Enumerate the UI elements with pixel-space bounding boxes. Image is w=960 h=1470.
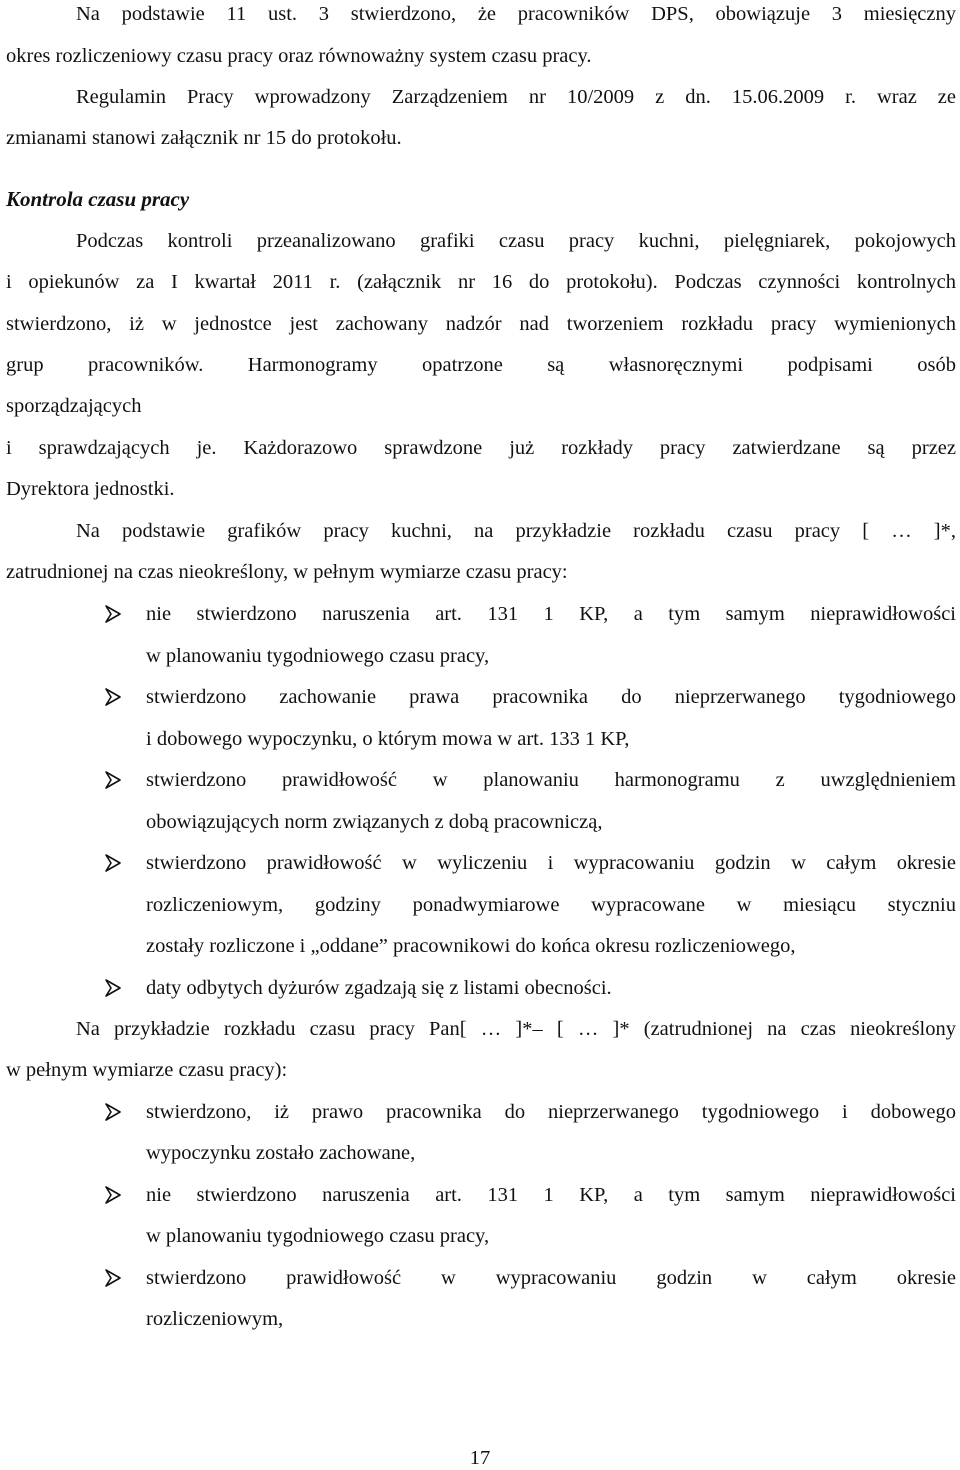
list-item-line: nie stwierdzono naruszenia art. 131 1 KP, a tym samym nieprawidłowości bbox=[146, 603, 956, 625]
paragraph-line: Podczas kontroli przeanalizowano grafiki czasu pracy kuchni, pielęgniarek, pokojowych bbox=[76, 230, 956, 252]
paragraph-line: sporządzających bbox=[6, 395, 142, 417]
list-item-line: rozliczeniowym, godziny ponadwymiarowe wypracowane w miesiącu styczniu bbox=[146, 894, 956, 916]
paragraph-line: i opiekunów za I kwartał 2011 r. (załącznik nr 16 do protokołu). Podczas czynności kontrolnych bbox=[6, 271, 956, 293]
list-item-line: rozliczeniowym, bbox=[146, 1308, 284, 1330]
arrow-bullet-icon bbox=[104, 602, 128, 626]
paragraph-line: i sprawdzających je. Każdorazowo sprawdzone już rozkłady pracy zatwierdzane są przez bbox=[6, 437, 956, 459]
list-item-line: zostały rozliczone i „oddane” pracownikowi do końca okresu rozliczeniowego, bbox=[146, 935, 796, 957]
paragraph-line: zatrudnionej na czas nieokreślony, w pełnym wymiarze czasu pracy: bbox=[6, 561, 568, 583]
list-item-line: stwierdzono prawidłowość w planowaniu harmonogramu z uwzględnieniem bbox=[146, 769, 956, 791]
arrow-bullet-icon bbox=[104, 976, 128, 1000]
paragraph-line: Regulamin Pracy wprowadzony Zarządzeniem nr 10/2009 z dn. 15.06.2009 r. wraz ze bbox=[76, 86, 956, 108]
arrow-bullet-icon bbox=[104, 768, 128, 792]
arrow-bullet-icon bbox=[104, 1100, 128, 1124]
arrow-bullet-icon bbox=[104, 685, 128, 709]
arrow-bullet-icon bbox=[104, 1266, 128, 1290]
paragraph-line: okres rozliczeniowy czasu pracy oraz równoważny system czasu pracy. bbox=[6, 45, 592, 67]
list-item-line: wypoczynku zostało zachowane, bbox=[146, 1142, 416, 1164]
paragraph-line: grup pracowników. Harmonogramy opatrzone są własnoręcznymi podpisami osób bbox=[6, 354, 956, 376]
list-item-line: obowiązujących norm związanych z dobą pracowniczą, bbox=[146, 811, 603, 833]
paragraph-line: Dyrektora jednostki. bbox=[6, 478, 175, 500]
paragraph-line: Na przykładzie rozkładu czasu pracy Pan[ … ]*– [ … ]* (zatrudnionej na czas nieokreślony bbox=[76, 1018, 956, 1040]
list-item-line: w planowaniu tygodniowego czasu pracy, bbox=[146, 645, 490, 667]
arrow-bullet-icon bbox=[104, 1183, 128, 1207]
list-item-line: stwierdzono prawidłowość w wyliczeniu i wypracowaniu godzin w całym okresie bbox=[146, 852, 956, 874]
list-item-line: i dobowego wypoczynku, o którym mowa w art. 133 1 KP, bbox=[146, 728, 630, 750]
list-item-line: stwierdzono, iż prawo pracownika do nieprzerwanego tygodniowego i dobowego bbox=[146, 1101, 956, 1123]
list-item-line: stwierdzono zachowanie prawa pracownika do nieprzerwanego tygodniowego bbox=[146, 686, 956, 708]
list-item-line: daty odbytych dyżurów zgadzają się z listami obecności. bbox=[146, 977, 612, 999]
section-heading: Kontrola czasu pracy bbox=[6, 187, 190, 211]
paragraph-line: stwierdzono, iż w jednostce jest zachowany nadzór nad tworzeniem rozkładu pracy wymienionych bbox=[6, 313, 956, 335]
arrow-bullet-icon bbox=[104, 851, 128, 875]
page-number: 17 bbox=[469, 1447, 491, 1469]
list-item-line: w planowaniu tygodniowego czasu pracy, bbox=[146, 1225, 490, 1247]
list-item-line: stwierdzono prawidłowość w wypracowaniu godzin w całym okresie bbox=[146, 1267, 956, 1289]
paragraph-line: zmianami stanowi załącznik nr 15 do protokołu. bbox=[6, 127, 402, 149]
paragraph-line: Na podstawie grafików pracy kuchni, na przykładzie rozkładu czasu pracy [ … ]*, bbox=[76, 520, 956, 542]
paragraph-line: Na podstawie 11 ust. 3 stwierdzono, że pracowników DPS, obowiązuje 3 miesięczny bbox=[76, 3, 956, 25]
paragraph-line: w pełnym wymiarze czasu pracy): bbox=[6, 1059, 288, 1081]
list-item-line: nie stwierdzono naruszenia art. 131 1 KP, a tym samym nieprawidłowości bbox=[146, 1184, 956, 1206]
